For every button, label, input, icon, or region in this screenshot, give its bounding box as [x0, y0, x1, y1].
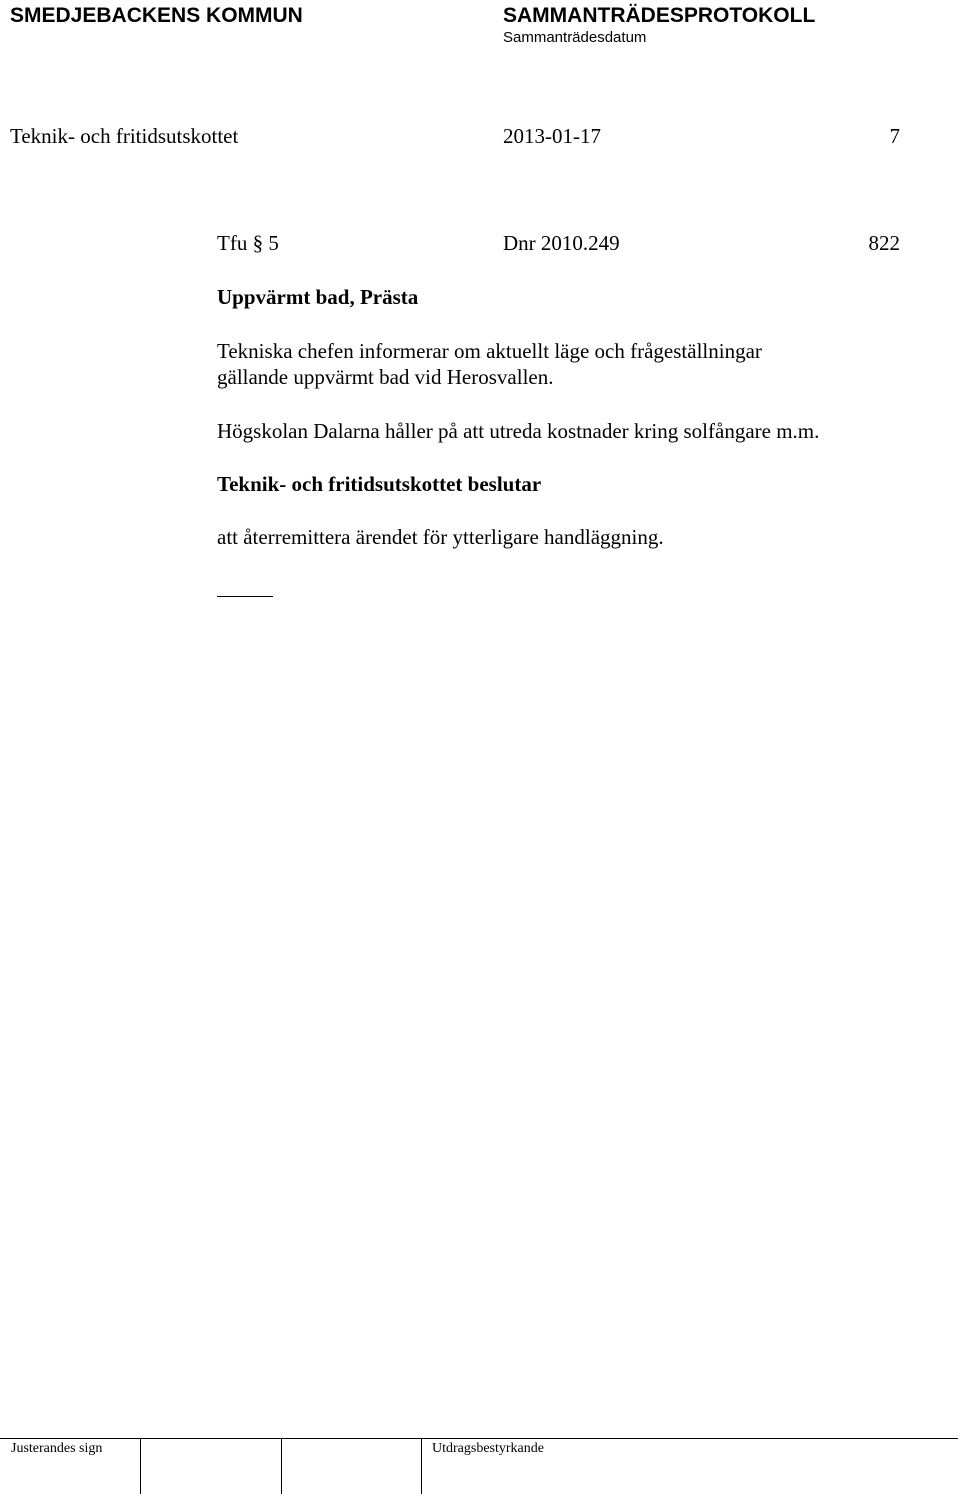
decision-text: att återremittera ärendet för ytterligare handläggning.	[217, 525, 664, 549]
decision-heading: Teknik- och fritidsutskottet beslutar	[217, 472, 542, 496]
utdragsbestyrkande-label: Utdragsbestyrkande	[432, 1441, 544, 1456]
signature-footer	[0, 1438, 960, 1494]
signature-cell-divider	[281, 1438, 282, 1494]
paragraph-number: Tfu § 5	[217, 231, 279, 255]
case-title: Uppvärmt bad, Prästa	[217, 285, 419, 309]
signature-cell-divider	[140, 1438, 141, 1494]
footer-divider	[0, 1438, 958, 1439]
case-description-line: Tekniska chefen informerar om aktuellt läge och frågeställningar	[217, 339, 762, 363]
organization-name: SMEDJEBACKENS KOMMUN	[10, 4, 303, 27]
section-end-rule	[217, 596, 273, 597]
diary-number-suffix: 822	[868, 231, 900, 255]
justerandes-sign-label: Justerandes sign	[11, 1441, 103, 1456]
meeting-date: 2013-01-17	[503, 124, 601, 148]
meeting-date-label: Sammanträdesdatum	[503, 29, 647, 46]
page-number: 7	[889, 124, 900, 148]
diary-number: Dnr 2010.249	[503, 231, 620, 255]
case-description	[217, 338, 762, 390]
committee-name: Teknik- och fritidsutskottet	[10, 124, 239, 148]
document-type: SAMMANTRÄDESPROTOKOLL	[503, 4, 816, 27]
signature-cell-divider	[421, 1438, 422, 1494]
case-description-line: gällande uppvärmt bad vid Herosvallen.	[217, 365, 554, 389]
case-note: Högskolan Dalarna håller på att utreda kostnader kring solfångare m.m.	[217, 419, 820, 443]
